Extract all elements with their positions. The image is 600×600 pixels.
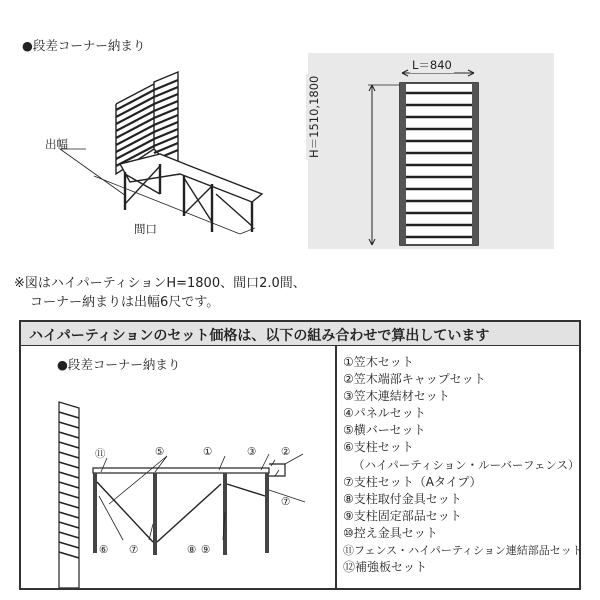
parts-list-item: ⑩控え金具セット [343,525,438,540]
height-dimension-label: H＝1510,1800 [307,75,321,158]
depth-label: 出幅 [45,137,68,151]
callout-6: ⑥ [99,544,109,556]
width-dimension-label: L＝840 [412,58,452,72]
footnote [14,274,306,312]
section-title: ハイパーティションのセット価格は、以下の組み合わせで算出しています [29,328,490,344]
top-heading: ●段差コーナー納まり [22,38,146,53]
parts-list [343,354,583,576]
section-divider [335,346,337,590]
parts-list-item: ③笠木連結材セット [343,389,450,404]
opening-label: 間口 [134,222,157,236]
callout-2: ② [281,446,291,458]
parts-list-item: （ハイパーティション・ルーバーフェンス） [353,457,580,472]
section-header [21,322,579,346]
parts-list-item: ①笠木セット [343,355,414,369]
parts-list-item: ⑤横バーセット [343,423,426,438]
callout-7-left: ⑦ [129,544,139,556]
callout-11: ⑪ [95,448,106,460]
corner-elevation-diagram [35,392,325,588]
parts-list-item: ②笠木端部キャップセット [343,372,486,387]
panel-elevation-illustration [308,53,554,249]
callout-7-right: ⑦ [281,496,291,508]
callout-5: ⑤ [155,446,165,458]
footnote-line-2: コーナー納まりは出幅6尺です。 [30,295,220,310]
callout-9: ⑨ [201,544,211,556]
parts-list-item: ⑦支柱セット（Aタイプ） [343,474,482,489]
parts-list-item: ⑥支柱セット [343,440,414,455]
callout-8: ⑧ [187,544,197,556]
panel-spec-diagram [308,53,554,249]
callout-3: ③ [247,446,257,458]
elevation-illustration [35,392,325,588]
parts-list-item: ⑫補強板セット [343,560,428,575]
footnote-line-1: ※図はハイパーティションH=1800、間口2.0間、 [14,276,306,291]
parts-list-item: ⑨支柱固定部品セット [343,508,462,523]
callout-1: ① [203,446,213,458]
set-price-section [19,320,581,590]
section-subheading: ●段差コーナー納まり [57,357,181,372]
parts-list-item: ④パネルセット [343,406,426,421]
parts-list-item: ⑧支柱取付金具セット [343,491,462,506]
parts-list-item: ⑪フェンス・ハイパーティション連結部品セット [343,544,583,558]
